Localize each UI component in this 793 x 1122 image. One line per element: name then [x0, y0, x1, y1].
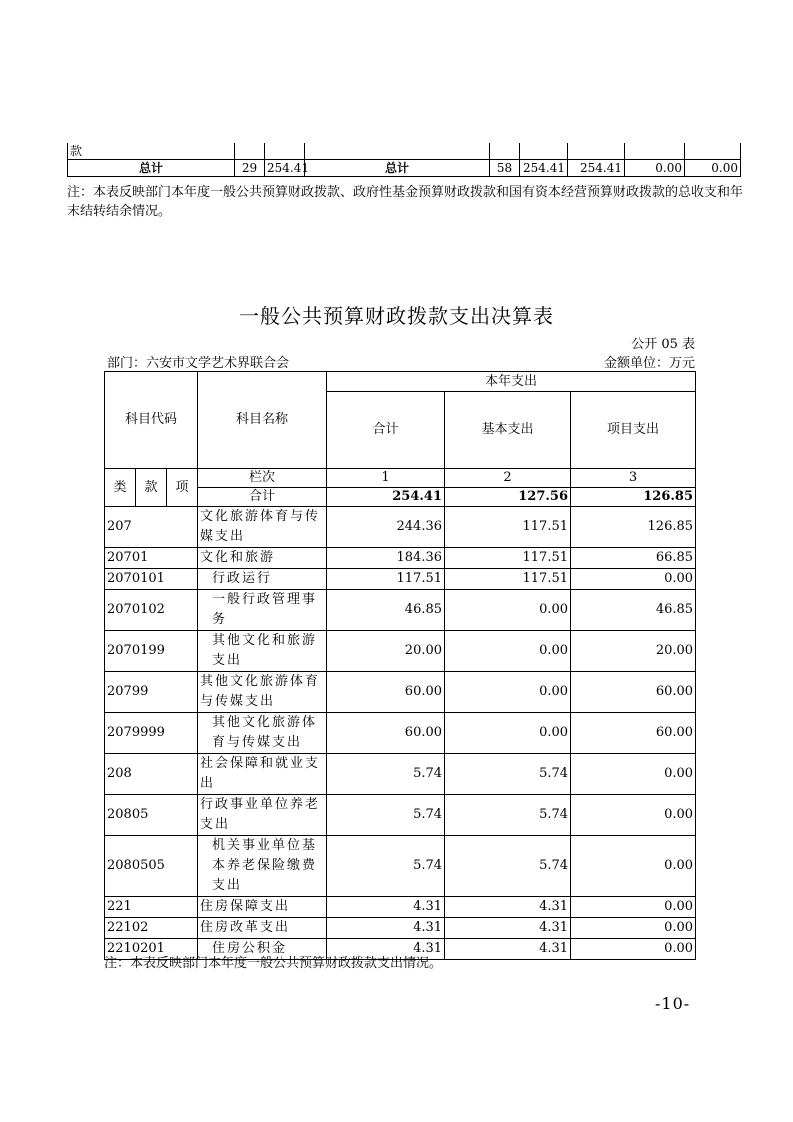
- subject-code-cell: 2070199: [105, 631, 198, 672]
- header-project: 项目支出: [571, 392, 696, 469]
- header-subject-code: 科目代码: [105, 372, 198, 469]
- subject-code-cell: 207: [105, 507, 198, 548]
- subject-code-cell: 2080505: [105, 836, 198, 897]
- sum-project: 126.85: [571, 488, 696, 507]
- total-amount-cell: 4.31: [327, 939, 445, 960]
- subject-code-cell: 221: [105, 897, 198, 918]
- table-row: [105, 897, 696, 918]
- total-label-left: 总计: [68, 160, 235, 177]
- subject-name-cell: 其他文化旅游体育与传媒支出: [198, 672, 327, 713]
- empty-cell: [520, 143, 568, 160]
- column-number-row: [105, 469, 696, 488]
- amount-right-3: 0.00: [625, 160, 685, 177]
- column-number-1: 1: [327, 469, 445, 488]
- basic-amount-cell: 117.51: [445, 548, 571, 569]
- header-row: [105, 372, 696, 392]
- basic-amount-cell: 5.74: [445, 836, 571, 897]
- subject-name-cell: 其他文化和旅游支出: [198, 631, 327, 672]
- table-row: [105, 672, 696, 713]
- subject-name-cell: 行政运行: [198, 569, 327, 590]
- basic-amount-cell: 0.00: [445, 631, 571, 672]
- total-label-right: 总计: [305, 160, 490, 177]
- subject-name-cell: 一般行政管理事务: [198, 590, 327, 631]
- basic-amount-cell: 0.00: [445, 713, 571, 754]
- grand-total-row: [68, 160, 741, 177]
- total-amount-cell: 5.74: [327, 795, 445, 836]
- sum-basic: 127.56: [445, 488, 571, 507]
- project-amount-cell: 0.00: [571, 897, 696, 918]
- sum-label: 合计: [198, 488, 327, 507]
- subject-name-cell: 住房保障支出: [198, 897, 327, 918]
- subject-code-cell: 2079999: [105, 713, 198, 754]
- project-amount-cell: 60.00: [571, 672, 696, 713]
- previous-table-fragment: [67, 143, 741, 177]
- sum-total: 254.41: [327, 488, 445, 507]
- subject-code-cell: 2070102: [105, 590, 198, 631]
- table-row: [105, 548, 696, 569]
- project-amount-cell: 0.00: [571, 918, 696, 939]
- basic-amount-cell: 0.00: [445, 590, 571, 631]
- total-amount-cell: 5.74: [327, 836, 445, 897]
- total-amount-cell: 4.31: [327, 918, 445, 939]
- header-lei: 类: [105, 469, 136, 507]
- project-amount-cell: 0.00: [571, 754, 696, 795]
- subject-name-cell: 行政事业单位养老支出: [198, 795, 327, 836]
- empty-cell: [685, 143, 741, 160]
- basic-amount-cell: 4.31: [445, 918, 571, 939]
- table-row: [105, 754, 696, 795]
- header-current-year: 本年支出: [327, 372, 696, 392]
- amount-left: 254.41: [265, 160, 305, 177]
- basic-amount-cell: 117.51: [445, 569, 571, 590]
- project-amount-cell: 60.00: [571, 713, 696, 754]
- empty-cell: [490, 143, 520, 160]
- subject-code-cell: 22102: [105, 918, 198, 939]
- header-basic: 基本支出: [445, 392, 571, 469]
- subject-code-cell: 20805: [105, 795, 198, 836]
- total-amount-cell: 4.31: [327, 897, 445, 918]
- total-amount-cell: 60.00: [327, 713, 445, 754]
- project-amount-cell: 0.00: [571, 939, 696, 960]
- subject-name-cell: 文化和旅游: [198, 548, 327, 569]
- header-kuan: 款: [136, 469, 167, 507]
- row-number-right: 58: [490, 160, 520, 177]
- expenditure-table: [104, 371, 696, 960]
- basic-amount-cell: 5.74: [445, 795, 571, 836]
- header-xiang: 项: [167, 469, 198, 507]
- total-amount-cell: 117.51: [327, 569, 445, 590]
- table-row: [105, 507, 696, 548]
- basic-amount-cell: 4.31: [445, 939, 571, 960]
- total-amount-cell: 46.85: [327, 590, 445, 631]
- department-label: 部门：六安市文学艺术界联合会: [107, 356, 290, 371]
- subject-name-cell: 其他文化旅游体育与传媒支出: [198, 713, 327, 754]
- subject-name-cell: 住房公积金: [198, 939, 327, 960]
- row-number-left: 29: [235, 160, 265, 177]
- total-amount-cell: 20.00: [327, 631, 445, 672]
- table-row: [105, 836, 696, 897]
- table-row: [105, 713, 696, 754]
- column-number-3: 3: [571, 469, 696, 488]
- amount-right-4: 0.00: [685, 160, 741, 177]
- table-row: [105, 569, 696, 590]
- previous-table-note: 注：本表反映部门本年度一般公共预算财政拨款、政府性基金预算财政拨款和国有资本经营预算财政拨款的总收支和年末结转结余情况。: [67, 185, 744, 219]
- basic-amount-cell: 5.74: [445, 754, 571, 795]
- subject-name-cell: 住房改革支出: [198, 918, 327, 939]
- table-row: [105, 918, 696, 939]
- subject-code-cell: 2070101: [105, 569, 198, 590]
- total-amount-cell: 60.00: [327, 672, 445, 713]
- table-note: 注：本表反映部门本年度一般公共预算财政拨款支出情况。: [104, 956, 443, 971]
- empty-cell: [568, 143, 625, 160]
- basic-amount-cell: 0.00: [445, 672, 571, 713]
- subject-code-cell: 20799: [105, 672, 198, 713]
- project-amount-cell: 0.00: [571, 569, 696, 590]
- subject-code-cell: 20701: [105, 548, 198, 569]
- total-amount-cell: 244.36: [327, 507, 445, 548]
- fragment-cell: 款: [68, 143, 235, 160]
- subject-name-cell: 社会保障和就业支出: [198, 754, 327, 795]
- column-number-label: 栏次: [198, 469, 327, 488]
- table-row: [105, 631, 696, 672]
- table-row: [105, 795, 696, 836]
- total-amount-cell: 5.74: [327, 754, 445, 795]
- basic-amount-cell: 117.51: [445, 507, 571, 548]
- empty-cell: [235, 143, 265, 160]
- subject-code-cell: 2210201: [105, 939, 198, 960]
- column-number-2: 2: [445, 469, 571, 488]
- subject-name-cell: 文化旅游体育与传媒支出: [198, 507, 327, 548]
- project-amount-cell: 66.85: [571, 548, 696, 569]
- empty-cell: [265, 143, 305, 160]
- header-subject-name: 科目名称: [198, 372, 327, 469]
- project-amount-cell: 46.85: [571, 590, 696, 631]
- subject-code-cell: 208: [105, 754, 198, 795]
- basic-amount-cell: 4.31: [445, 897, 571, 918]
- page-title: 一般公共预算财政拨款支出决算表: [239, 304, 554, 328]
- amount-right-1: 254.41: [520, 160, 568, 177]
- empty-cell: [625, 143, 685, 160]
- header-total: 合计: [327, 392, 445, 469]
- empty-cell: [305, 143, 490, 160]
- project-amount-cell: 0.00: [571, 795, 696, 836]
- project-amount-cell: 0.00: [571, 836, 696, 897]
- table-row: [105, 590, 696, 631]
- amount-right-2: 254.41: [568, 160, 625, 177]
- fragment-row: [68, 143, 741, 160]
- project-amount-cell: 20.00: [571, 631, 696, 672]
- form-number: 公开 05 表: [631, 337, 695, 352]
- project-amount-cell: 126.85: [571, 507, 696, 548]
- subject-name-cell: 机关事业单位基本养老保险缴费支出: [198, 836, 327, 897]
- total-amount-cell: 184.36: [327, 548, 445, 569]
- page-number: -10-: [655, 994, 691, 1013]
- amount-unit-label: 金额单位：万元: [603, 356, 695, 371]
